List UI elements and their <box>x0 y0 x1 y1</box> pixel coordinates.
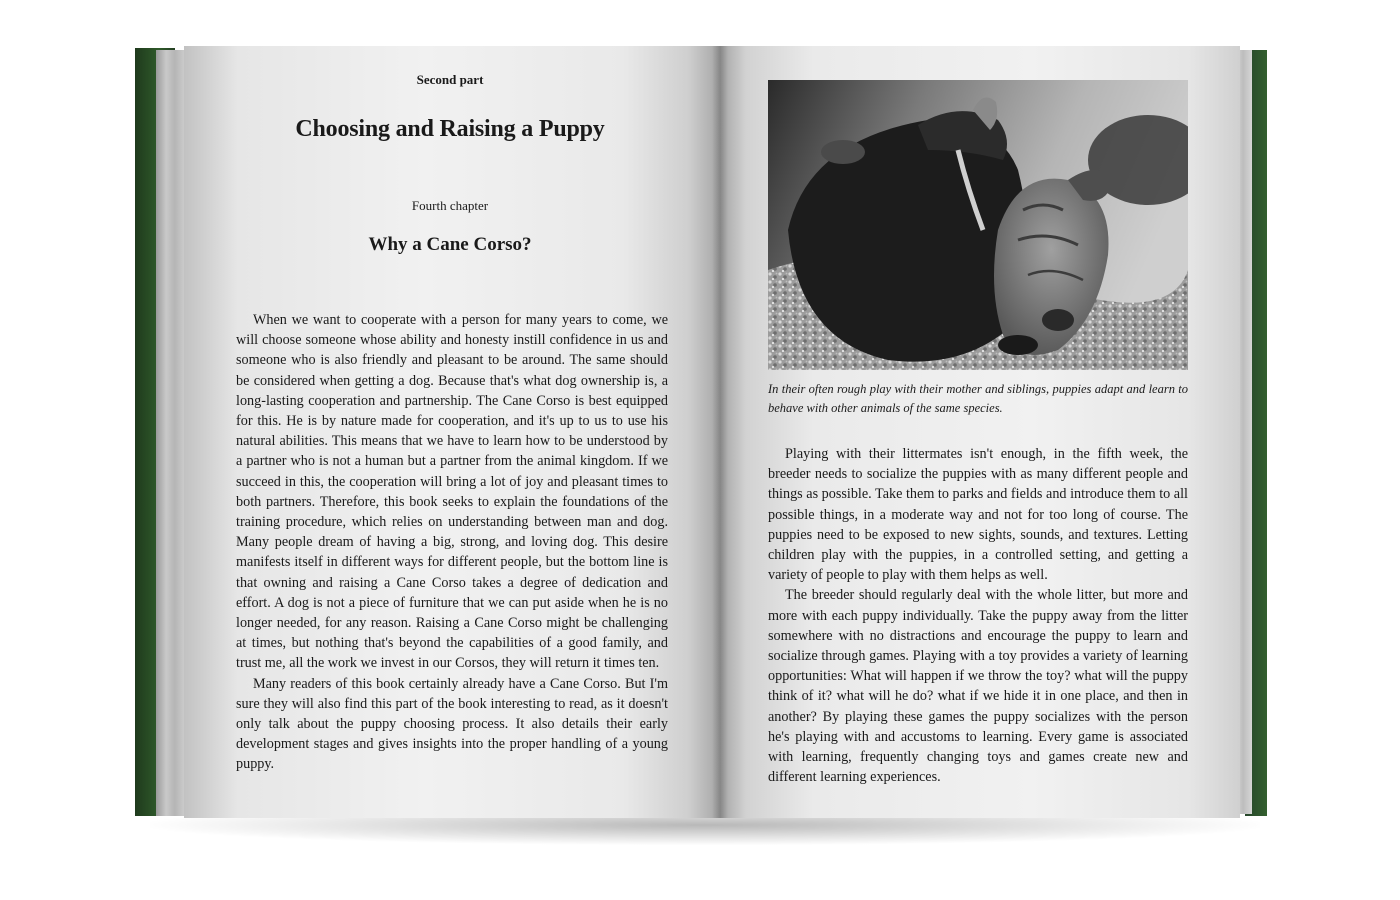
paragraph: Many readers of this book certainly already have a Cane Corso. But I'm sure they will also find this part of the book interesting to read, as it doesn't only talk about the puppy choosing process. It also details their early development stages and gives insights into the proper handling of a young puppy. <box>236 675 668 773</box>
part-title: Choosing and Raising a Puppy <box>295 116 605 142</box>
left-page <box>184 46 720 818</box>
paragraph: When we want to cooperate with a person for many years to come, we will choose someone whose ability and honesty instill confidence in us and someone who is also friendly and pleasant to be around. The same should be considered when getting a dog. Because that's what dog ownership is, a long-lasting cooperation and partnership. The Cane Corso is best equipped for this. He is by nature made for cooperation, and it's up to us to use his natural abilities. This means that we have to learn how to be understood by a partner who is not a human but a partner from the animal kingdom. If we succeed in this, the cooperation will bring a lot of joy and pleasant times to both partners. Therefore, this book seeks to explain the foundations of the training procedure, which relies on understanding between man and dog. Many people dream of having a big, strong, and loving dog. This desire manifests itself in different ways for different people, but the bottom line is that owning and raising a Cane Corso takes a degree of dedication and effort. A dog is not a piece of furniture that we can put aside when he is no longer needed, for any reason. Raising a Cane Corso might be challenging at times, but nothing that's beyond the capabilities of a good family, and trust me, all the work we invest in our Corsos, they will return it times ten. <box>236 312 668 672</box>
right-body-text <box>768 444 1188 787</box>
photo-caption: In their often rough play with their mother and siblings, puppies adapt and learn to behave with other animals of the same species. <box>768 382 1188 415</box>
right-page <box>720 46 1240 818</box>
part-label: Second part <box>416 72 484 87</box>
paragraph: The breeder should regularly deal with the whole litter, but more and more with each puppy individually. Take the puppy away from the litter somewhere with no distractions and encourage the puppy to learn and socialize through games. Playing with a toy provides a variety of learning opportunities: What will happen if we throw the toy? what will the puppy think of it? what will he do? what if we hide it in one place, and then in another? By playing these games the puppy socializes with the person he's playing with and accustoms to learning. Every game is associated with learning, frequently changing toys and games create new and different learning experiences. <box>768 587 1188 786</box>
book-gutter <box>712 46 728 818</box>
chapter-label: Fourth chapter <box>411 198 489 213</box>
puppies-photo <box>768 80 1188 370</box>
left-body-text <box>236 310 668 775</box>
paragraph: Playing with their littermates isn't enough, in the fifth week, the breeder needs to socialize the puppies with as many different people and things as possible. Take them to parks and fields and introduce them to all possible things, in a moderate way and not for too long of course. The puppies need to be exposed to new sights, sounds, and textures. Letting children play with the puppies, in a controlled setting, and getting a variety of people to play with them helps as well. <box>768 446 1188 584</box>
chapter-title: Why a Cane Corso? <box>368 234 532 255</box>
